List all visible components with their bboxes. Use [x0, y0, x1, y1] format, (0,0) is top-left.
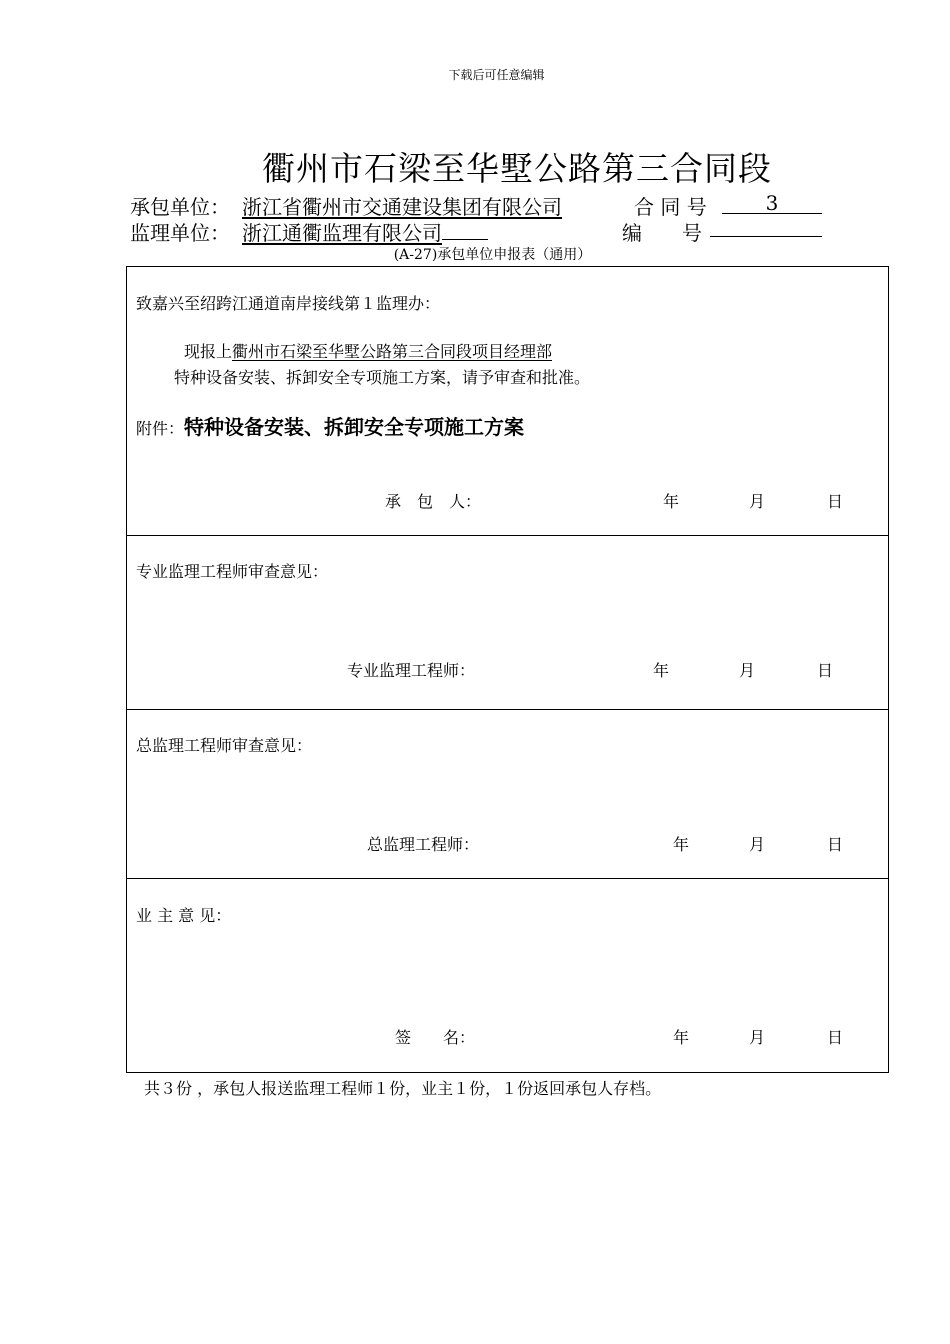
attachment-label: 附件： [136, 419, 185, 438]
date-month: 月 [749, 835, 766, 854]
report-line [184, 339, 552, 362]
date-year: 年 [673, 835, 690, 854]
chief-signer-label: 总监理工程师： [367, 835, 480, 854]
top-note: 下载后可任意编辑 [448, 68, 545, 82]
section-owner-opinion [126, 878, 889, 1073]
owner-opinion-label: 业 主 意 见： [136, 906, 232, 925]
addressee: 致嘉兴至绍跨江通道南岸接线第１监理办： [136, 294, 441, 313]
date-day: 日 [817, 661, 834, 680]
serial-no-label: 编 号 [622, 221, 702, 245]
section-application [126, 266, 889, 536]
specialist-opinion-label: 专业监理工程师审查意见： [136, 562, 329, 581]
serial-no-value [710, 217, 822, 237]
contractor-signer-label: 承 包 人： [385, 492, 482, 511]
contract-no-label: 合 同 号 [634, 195, 707, 219]
document-title: 衢州市石梁至华墅公路第三合同段 [262, 149, 772, 188]
supervisor-label: 监理单位： [130, 221, 230, 245]
report-body: 特种设备安装、拆卸安全专项施工方案，请予审查和批准。 [174, 368, 591, 387]
specialist-signer-label: 专业监理工程师： [347, 661, 476, 680]
contract-no-value: 3 [722, 194, 822, 214]
owner-signer-label: 签 名： [395, 1028, 476, 1047]
serial-no-field [710, 217, 822, 242]
section-chief-review [126, 709, 889, 879]
contractor-label: 承包单位： [130, 195, 230, 219]
date-day: 日 [827, 1028, 844, 1047]
supervisor-underline [442, 225, 488, 240]
form-caption: (A-27)承包单位申报表（通用） [393, 247, 592, 263]
supervisor-field [242, 217, 488, 246]
date-year: 年 [653, 661, 670, 680]
contractor-value: 浙江省衢州市交通建设集团有限公司 [242, 195, 562, 219]
date-day: 日 [827, 835, 844, 854]
footer-note: 共３份 ，承包人报送监理工程师１份，业主１份，１份返回承包人存档。 [144, 1079, 662, 1098]
report-prefix: 现报上 [184, 342, 233, 361]
attachment-line [136, 411, 524, 440]
date-year: 年 [663, 492, 680, 511]
report-unit: 衢州市石梁至华墅公路第三合同段项目经理部 [232, 342, 553, 361]
attachment-value: 特种设备安装、拆卸安全专项施工方案 [184, 415, 525, 439]
date-month: 月 [749, 1028, 766, 1047]
date-month: 月 [739, 661, 756, 680]
section-specialist-review [126, 535, 889, 710]
chief-opinion-label: 总监理工程师审查意见： [136, 736, 313, 755]
date-month: 月 [749, 492, 766, 511]
contract-no-field [722, 191, 822, 215]
supervisor-value: 浙江通衢监理有限公司 [242, 221, 442, 245]
date-year: 年 [673, 1028, 690, 1047]
date-day: 日 [827, 492, 844, 511]
